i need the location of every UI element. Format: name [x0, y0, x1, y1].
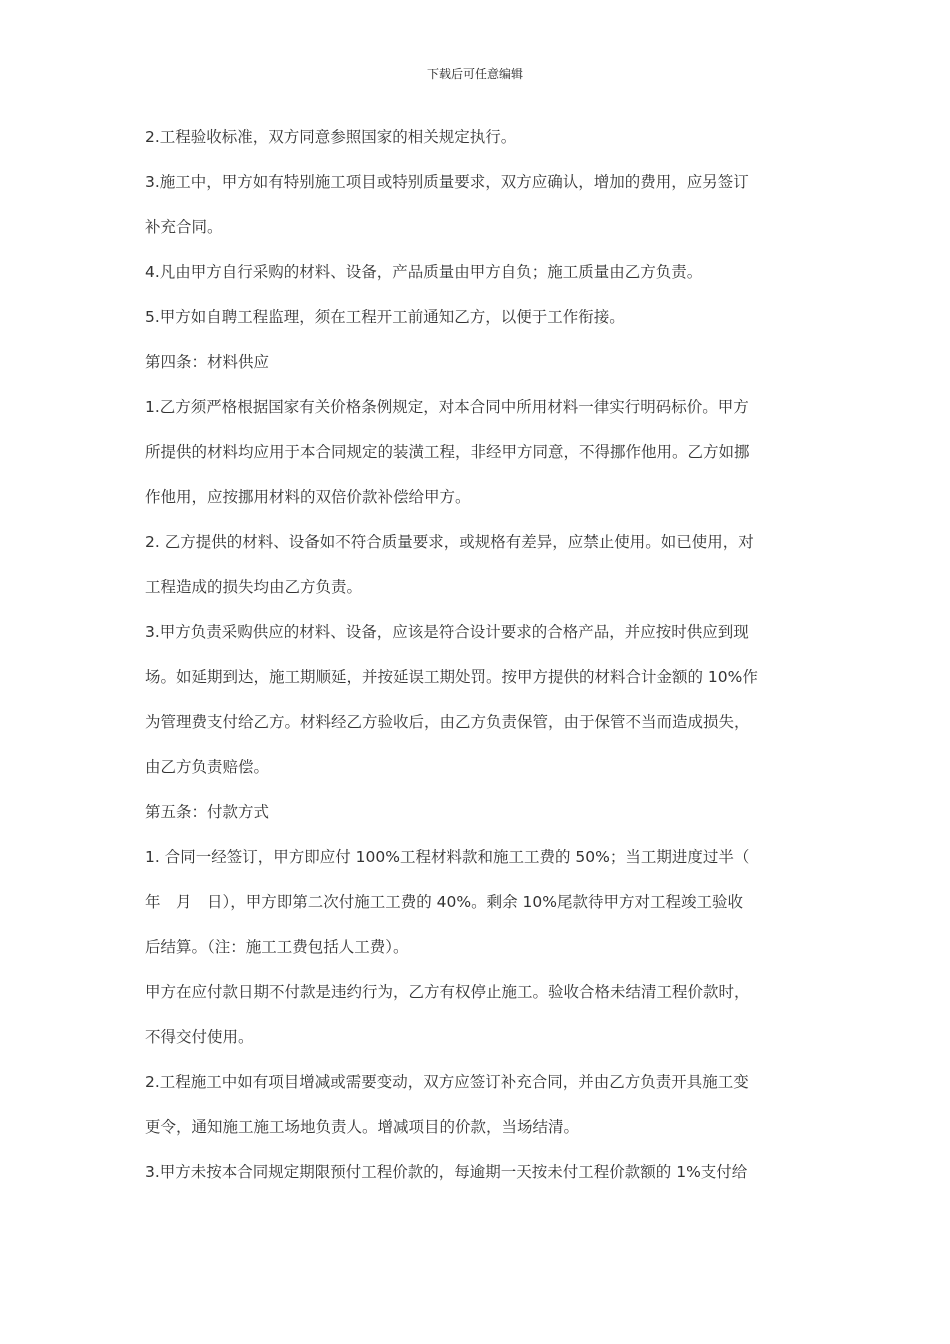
text-line: 场。如延期到达，施工期顺延，并按延误工期处罚。按甲方提供的材料合计金额的 10%作 [145, 668, 758, 686]
text-line: 1.乙方须严格根据国家有关价格条例规定，对本合同中所用材料一律实行明码标价。甲方 [145, 398, 749, 416]
text-line: 由乙方负责赔偿。 [145, 758, 270, 776]
text-line: 为管理费支付给乙方。材料经乙方验收后，由乙方负责保管，由于保管不当而造成损失， [145, 713, 750, 731]
text-line: 3.施工中，甲方如有特别施工项目或特别质量要求，双方应确认，增加的费用，应另签订 [145, 173, 749, 191]
text-line: 后结算。（注：施工工费包括人工费）。 [145, 938, 409, 956]
text-line: 工程造成的损失均由乙方负责。 [145, 578, 363, 596]
text-line: 补充合同。 [145, 218, 223, 236]
text-line: 作他用，应按挪用材料的双倍价款补偿给甲方。 [145, 488, 471, 506]
text-line: 更令，通知施工施工场地负责人。增减项目的价款，当场结清。 [145, 1118, 580, 1136]
text-line: 5.甲方如自聘工程监理，须在工程开工前通知乙方，以便于工作衔接。 [145, 308, 625, 326]
document-body [145, 122, 810, 1202]
text-line: 2. 乙方提供的材料、设备如不符合质量要求，或规格有差异，应禁止使用。如已使用，对 [145, 533, 754, 551]
text-line: 所提供的材料均应用于本合同规定的装潢工程，非经甲方同意，不得挪作他用。乙方如挪 [145, 443, 750, 461]
text-line: 不得交付使用。 [145, 1028, 254, 1046]
text-line: 3.甲方未按本合同规定期限预付工程价款的，每逾期一天按未付工程价款额的 1%支付给 [145, 1163, 748, 1181]
text-line: 2.工程验收标准，双方同意参照国家的相关规定执行。 [145, 128, 517, 146]
section-heading: 第四条：材料供应 [145, 353, 270, 371]
page-header-note: 下载后可任意编辑 [426, 67, 523, 81]
text-line: 年 月 日），甲方即第二次付施工工费的 40%。剩余 10%尾款待甲方对工程竣工验收 [145, 893, 744, 911]
text-line: 3.甲方负责采购供应的材料、设备，应该是符合设计要求的合格产品，并应按时供应到现 [145, 623, 749, 641]
text-line: 4.凡由甲方自行采购的材料、设备，产品质量由甲方自负；施工质量由乙方负责。 [145, 263, 703, 281]
text-line: 2.工程施工中如有项目增减或需要变动，双方应签订补充合同，并由乙方负责开具施工变 [145, 1073, 749, 1091]
text-line: 1. 合同一经签订，甲方即应付 100%工程材料款和施工工费的 50%；当工期进度过半（ [145, 848, 750, 866]
text-line: 甲方在应付款日期不付款是违约行为，乙方有权停止施工。验收合格未结清工程价款时， [145, 983, 750, 1001]
section-heading: 第五条：付款方式 [145, 803, 270, 821]
